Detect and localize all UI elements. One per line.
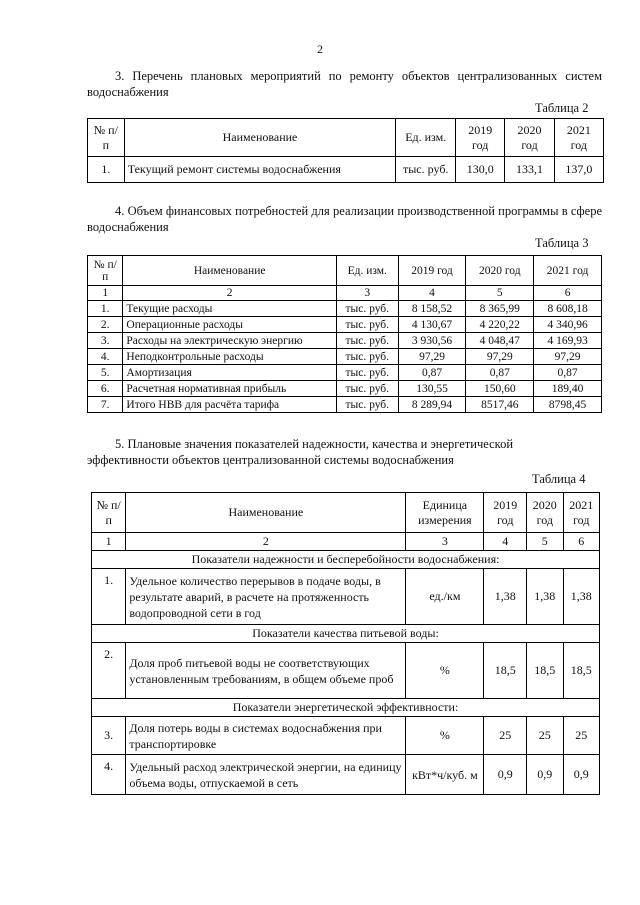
header-cell: 2021 год bbox=[554, 119, 603, 157]
row-value: 8517,46 bbox=[466, 397, 534, 413]
row-value: 0,87 bbox=[534, 365, 602, 381]
row-value: 137,0 bbox=[554, 157, 603, 183]
row-value: 130,55 bbox=[398, 381, 466, 397]
row-name: Операционные расходы bbox=[123, 317, 336, 333]
group-heading: Показатели надежности и бесперебойности водоснабжения: bbox=[92, 551, 600, 569]
column-number: 5 bbox=[466, 286, 534, 301]
header-cell: № п/п bbox=[92, 493, 126, 533]
row-value: 1,38 bbox=[484, 569, 527, 625]
row-value: 8 158,52 bbox=[398, 301, 466, 317]
table-row bbox=[88, 365, 602, 381]
row-value: 150,60 bbox=[466, 381, 534, 397]
column-number: 2 bbox=[126, 533, 406, 551]
row-name: Неподконтрольные расходы bbox=[123, 349, 336, 365]
column-number: 6 bbox=[534, 286, 602, 301]
row-value: 8 365,99 bbox=[466, 301, 534, 317]
header-cell: Единица измерения bbox=[406, 493, 484, 533]
header-cell: 2019 год bbox=[484, 493, 527, 533]
table-row bbox=[88, 157, 604, 183]
row-unit: ед./км bbox=[406, 569, 484, 625]
row-value: 97,29 bbox=[466, 349, 534, 365]
row-value: 0,9 bbox=[527, 755, 563, 795]
column-number: 3 bbox=[406, 533, 484, 551]
column-number: 3 bbox=[336, 286, 398, 301]
row-number: 2. bbox=[88, 317, 123, 333]
row-value: 1,38 bbox=[563, 569, 599, 625]
row-value: 25 bbox=[527, 717, 563, 755]
row-value: 4 340,96 bbox=[534, 317, 602, 333]
row-value: 97,29 bbox=[534, 349, 602, 365]
row-unit: тыс. руб. bbox=[336, 333, 398, 349]
column-number: 5 bbox=[527, 533, 563, 551]
row-name: Доля проб питьевой воды не соответствующих установленным требованиям, в общем объеме проб bbox=[126, 643, 406, 699]
row-name: Доля потерь воды в системах водоснабжения при транспортировке bbox=[126, 717, 406, 755]
table-3-label: Таблица 3 bbox=[535, 236, 589, 250]
table-row bbox=[88, 349, 602, 365]
row-unit: тыс. руб. bbox=[336, 317, 398, 333]
header-cell: 2021 год bbox=[563, 493, 599, 533]
table-row bbox=[88, 317, 602, 333]
table-row bbox=[92, 569, 600, 625]
header-cell: 2020 год bbox=[505, 119, 554, 157]
header-cell: № п/п bbox=[88, 119, 125, 157]
row-value: 25 bbox=[563, 717, 599, 755]
row-name: Итого НВВ для расчёта тарифа bbox=[123, 397, 336, 413]
row-number: 2. bbox=[92, 643, 126, 699]
row-value: 4 220,22 bbox=[466, 317, 534, 333]
section-4-title: 4. Объем финансовых потребностей для реализации производственной программы в сфере водоснабжения bbox=[87, 204, 602, 234]
row-number: 4. bbox=[88, 349, 123, 365]
row-value: 18,5 bbox=[527, 643, 563, 699]
table-row bbox=[92, 643, 600, 699]
header-cell: Наименование bbox=[124, 119, 396, 157]
section-5-title-line-1: 5. Плановые значения показателей надежности, качества и энергетической bbox=[115, 437, 514, 451]
row-name: Расходы на электрическую энергию bbox=[123, 333, 336, 349]
header-cell: Наименование bbox=[126, 493, 406, 533]
row-value: 4 169,93 bbox=[534, 333, 602, 349]
row-value: 3 930,56 bbox=[398, 333, 466, 349]
row-value: 130,0 bbox=[456, 157, 505, 183]
row-value: 0,87 bbox=[466, 365, 534, 381]
row-value: 18,5 bbox=[484, 643, 527, 699]
section-3-title: 3. Перечень плановых мероприятий по ремонту объектов централизованных систем водоснабжения bbox=[87, 69, 602, 99]
row-value: 4 048,47 bbox=[466, 333, 534, 349]
row-unit: тыс. руб. bbox=[336, 365, 398, 381]
header-cell: Ед. изм. bbox=[336, 256, 398, 286]
row-unit: % bbox=[406, 643, 484, 699]
header-cell: 2019 год bbox=[398, 256, 466, 286]
table-row bbox=[92, 755, 600, 795]
row-value: 18,5 bbox=[563, 643, 599, 699]
row-unit: тыс. руб. bbox=[336, 301, 398, 317]
row-name: Удельное количество перерывов в подаче воды, в результате аварий, в расчете на протяженность водопроводной сети в год bbox=[126, 569, 406, 625]
section-5-title-line-2: эффективности объектов централизованной системы водоснабжения bbox=[87, 453, 454, 467]
row-number: 3. bbox=[88, 333, 123, 349]
row-name: Текущий ремонт системы водоснабжения bbox=[124, 157, 396, 183]
header-cell: Наименование bbox=[123, 256, 336, 286]
header-cell: 2019 год bbox=[456, 119, 505, 157]
table-3 bbox=[87, 255, 602, 413]
row-number: 7. bbox=[88, 397, 123, 413]
column-number: 1 bbox=[88, 286, 123, 301]
group-heading: Показатели качества питьевой воды: bbox=[92, 625, 600, 643]
header-cell: № п/п bbox=[88, 256, 123, 286]
row-value: 0,9 bbox=[563, 755, 599, 795]
column-number: 4 bbox=[398, 286, 466, 301]
row-value: 97,29 bbox=[398, 349, 466, 365]
row-value: 8 608,18 bbox=[534, 301, 602, 317]
row-value: 25 bbox=[484, 717, 527, 755]
table-row bbox=[92, 717, 600, 755]
row-unit: тыс. руб. bbox=[336, 397, 398, 413]
header-cell: Ед. изм. bbox=[396, 119, 456, 157]
row-value: 189,40 bbox=[534, 381, 602, 397]
row-name: Текущие расходы bbox=[123, 301, 336, 317]
table-2-label: Таблица 2 bbox=[535, 101, 589, 115]
row-name: Удельный расход электрической энергии, на единицу объема воды, отпускаемой в сеть bbox=[126, 755, 406, 795]
table-row bbox=[88, 301, 602, 317]
header-cell: 2021 год bbox=[534, 256, 602, 286]
column-number: 2 bbox=[123, 286, 336, 301]
row-number: 3. bbox=[92, 717, 126, 755]
row-value: 1,38 bbox=[527, 569, 563, 625]
header-cell: 2020 год bbox=[466, 256, 534, 286]
row-unit: тыс. руб. bbox=[396, 157, 456, 183]
header-cell: 2020 год bbox=[527, 493, 563, 533]
row-name: Расчетная нормативная прибыль bbox=[123, 381, 336, 397]
row-value: 4 130,67 bbox=[398, 317, 466, 333]
column-number: 1 bbox=[92, 533, 126, 551]
row-value: 133,1 bbox=[505, 157, 554, 183]
row-unit: % bbox=[406, 717, 484, 755]
table-4-label: Таблица 4 bbox=[532, 472, 586, 486]
row-number: 1. bbox=[92, 569, 126, 625]
row-unit: тыс. руб. bbox=[336, 349, 398, 365]
table-4 bbox=[91, 492, 600, 795]
row-number: 6. bbox=[88, 381, 123, 397]
column-number: 4 bbox=[484, 533, 527, 551]
table-2 bbox=[87, 118, 604, 183]
row-number: 1. bbox=[88, 157, 125, 183]
table-row bbox=[88, 397, 602, 413]
page-number: 2 bbox=[317, 42, 323, 56]
row-value: 8 289,94 bbox=[398, 397, 466, 413]
group-heading: Показатели энергетической эффективности: bbox=[92, 699, 600, 717]
row-number: 1. bbox=[88, 301, 123, 317]
row-value: 0,87 bbox=[398, 365, 466, 381]
table-row bbox=[88, 381, 602, 397]
row-value: 0,9 bbox=[484, 755, 527, 795]
row-value: 8798,45 bbox=[534, 397, 602, 413]
row-number: 4. bbox=[92, 755, 126, 795]
row-number: 5. bbox=[88, 365, 123, 381]
row-unit: тыс. руб. bbox=[336, 381, 398, 397]
row-name: Амортизация bbox=[123, 365, 336, 381]
row-unit: кВт*ч/куб. м bbox=[406, 755, 484, 795]
table-row bbox=[88, 333, 602, 349]
column-number: 6 bbox=[563, 533, 599, 551]
